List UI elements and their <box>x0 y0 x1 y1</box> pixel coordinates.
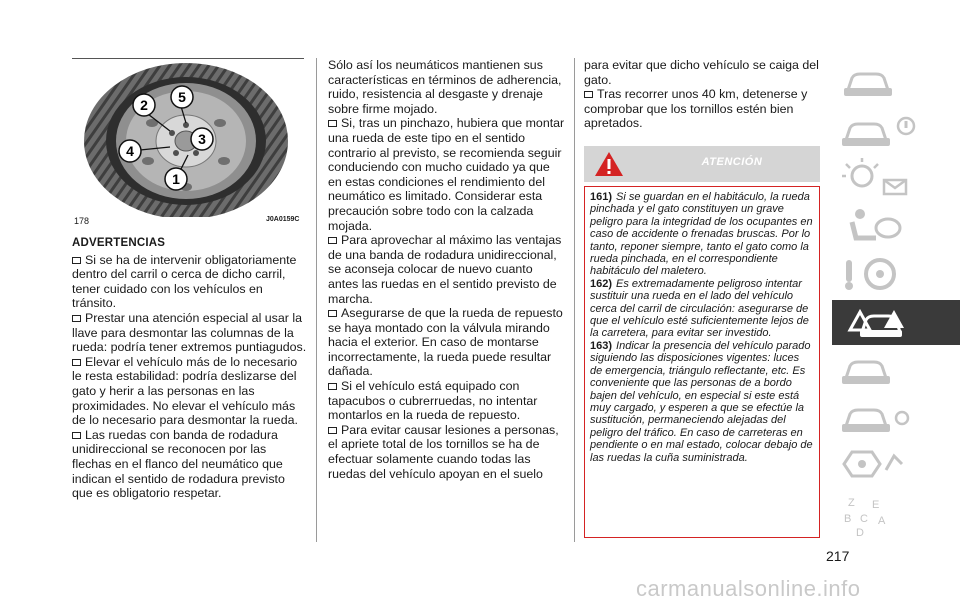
multimedia-icon <box>832 444 960 489</box>
car-info-icon <box>832 108 960 153</box>
seat-airbag-icon <box>832 204 960 249</box>
callout-5: 5 <box>178 89 186 105</box>
figure-number: 178 <box>74 216 90 226</box>
page-number: 217 <box>826 548 850 564</box>
paragraph: Sólo así los neumáticos mantienen sus características en términos de adherencia, ruido, resistencia al desgaste y drenaje sobre firme mojado. <box>328 58 562 116</box>
index-icon <box>832 492 960 540</box>
nav-item-index[interactable] <box>832 492 960 537</box>
column-divider <box>574 58 575 542</box>
nav-item-lights[interactable] <box>832 156 960 201</box>
lights-message-icon <box>832 156 960 201</box>
nav-item-dashboard[interactable] <box>832 60 960 105</box>
car-service-icon <box>832 348 960 393</box>
warning-paragraph: Si el vehículo está equipado con tapacubos o cubrerruedas, no intentar montarlos en la rueda de repuesto. <box>328 379 538 423</box>
callout-4: 4 <box>126 143 134 159</box>
column-1 <box>72 236 308 501</box>
warning-paragraph: Para evitar causar lesiones a personas, el apriete total de los tornillos se ha de efectuar solamente cuando todas las ruedas del vehículo apoyan en el suelo <box>328 422 559 481</box>
warning-triangle-icon <box>594 151 624 177</box>
warning-paragraph: Si se ha de intervenir obligatoriamente dentro del carril o cerca de dicho carril, tener cuidado con los vehículos en tránsito. <box>72 252 297 311</box>
wheel-figure <box>72 58 304 217</box>
svg-text:A: A <box>878 515 886 527</box>
nav-item-technical-data[interactable] <box>832 396 960 441</box>
nav-item-maintenance[interactable] <box>832 348 960 393</box>
warning-paragraph: Las ruedas con banda de rodadura unidireccional se reconocen por las flechas en el flanco del neumático que indican el sentido de rodadura previsto que es obligatorio respetar. <box>72 427 285 501</box>
nav-item-safety[interactable] <box>832 204 960 249</box>
bullet-icon <box>328 120 337 127</box>
attention-item: 163) Indicar la presencia del vehículo parado siguiendo las disposiciones vigentes: luces de emergencia, triángulo reflectante, etc. Es conveniente que las personas de a bordo bajen del vehículo, en especial si este está muy cargado, y esperen a que se efectúe la sustitución, permaneciendo alejadas del peligro del tráfico. En caso de carreteras en pendiente o en mal estado, colocar debajo de las ruedas la cuña suministrada. <box>590 339 813 464</box>
bullet-icon <box>328 310 337 317</box>
nav-item-starting-driving[interactable] <box>832 252 960 297</box>
nav-item-multimedia[interactable] <box>832 444 960 489</box>
callout-2: 2 <box>140 97 148 113</box>
bullet-icon <box>328 383 337 390</box>
car-dashboard-icon <box>832 60 960 105</box>
column-2 <box>328 58 566 481</box>
bullet-icon <box>72 432 81 439</box>
car-specs-icon <box>832 396 960 441</box>
attention-item: 162) Es extremadamente peligroso intentar sustituir una rueda en el lado del vehículo cerca del carril de circulación: asegurarse de que el vehículo esté suficientemente lejos de la carretera, para evitar ser investido. <box>590 277 809 340</box>
svg-text:D: D <box>856 527 864 539</box>
attention-title: ATENCIÓN <box>701 156 763 168</box>
svg-text:B: B <box>844 513 852 525</box>
watermark: carmanualsonline.info <box>636 576 861 601</box>
column-divider <box>316 58 317 542</box>
nav-item-know-vehicle[interactable] <box>832 108 960 153</box>
car-breakdown-icon <box>832 300 960 345</box>
warning-paragraph: Prestar una atención especial al usar la llave para desmontar las columnas de la rueda: podría tener extremos puntiagudos. <box>72 310 307 355</box>
warning-paragraph: Asegurarse de que la rueda de repuesto se haya montado con la válvula mirando hacia el exterior. En caso de montarse incorrectamente, la rueda puede resultar dañada. <box>328 306 563 379</box>
svg-text:Z: Z <box>848 497 855 509</box>
nav-item-emergency[interactable] <box>832 300 960 345</box>
svg-text:C: C <box>860 513 868 525</box>
warning-paragraph: Tras recorrer unos 40 km, detenerse y comprobar que los tornillos estén bien apretados. <box>584 87 808 131</box>
attention-box <box>584 186 820 538</box>
svg-text:E: E <box>872 499 880 511</box>
wheel-illustration <box>72 63 304 217</box>
bullet-icon <box>72 257 81 264</box>
section-heading: ADVERTENCIAS <box>72 237 166 249</box>
warning-paragraph: Para aprovechar al máximo las ventajas de una banda de rodadura unidireccional, se aconseja colocar de nuevo cuanto antes las ruedas en el sentido previsto de marcha. <box>328 233 562 306</box>
paragraph: para evitar que dicho vehículo se caiga del gato. <box>584 58 819 87</box>
attention-item: 161) Si se guardan en el habitáculo, la rueda pinchada y el gato constituyen un grave peligro para la integridad de los ocupantes en caso de accidente o frenadas bruscas. Por lo tanto, reponer siempre, tanto el gato como la rueda pinchada, en el correspondiente habitáculo del maletero. <box>590 191 813 278</box>
attention-header <box>584 146 820 182</box>
column-3 <box>584 58 822 131</box>
warning-paragraph: Si, tras un pinchazo, hubiera que montar una rueda de este tipo en el sentido contrario al previsto, se recomienda seguir conduciendo con mucho cuidado ya que en estas condiciones el rendimiento del neumático es limitado. Considerar esta precaución sobre todo con la calzada mojada. <box>328 116 565 233</box>
figure-code: J0A0159C <box>266 216 300 223</box>
bullet-icon <box>328 237 337 244</box>
bullet-icon <box>72 359 81 366</box>
callout-3: 3 <box>198 131 206 147</box>
warning-paragraph: Elevar el vehículo más de lo necesario le resta estabilidad: podría deslizarse del gato y herir a las personas en las proximidades. No elevar el vehículo más de lo necesario para desmontar la rueda. <box>72 354 298 428</box>
steering-wheel-icon <box>832 252 960 297</box>
bullet-icon <box>72 315 81 322</box>
bullet-icon <box>328 427 337 434</box>
callout-1: 1 <box>172 171 180 187</box>
bullet-icon <box>584 91 593 98</box>
